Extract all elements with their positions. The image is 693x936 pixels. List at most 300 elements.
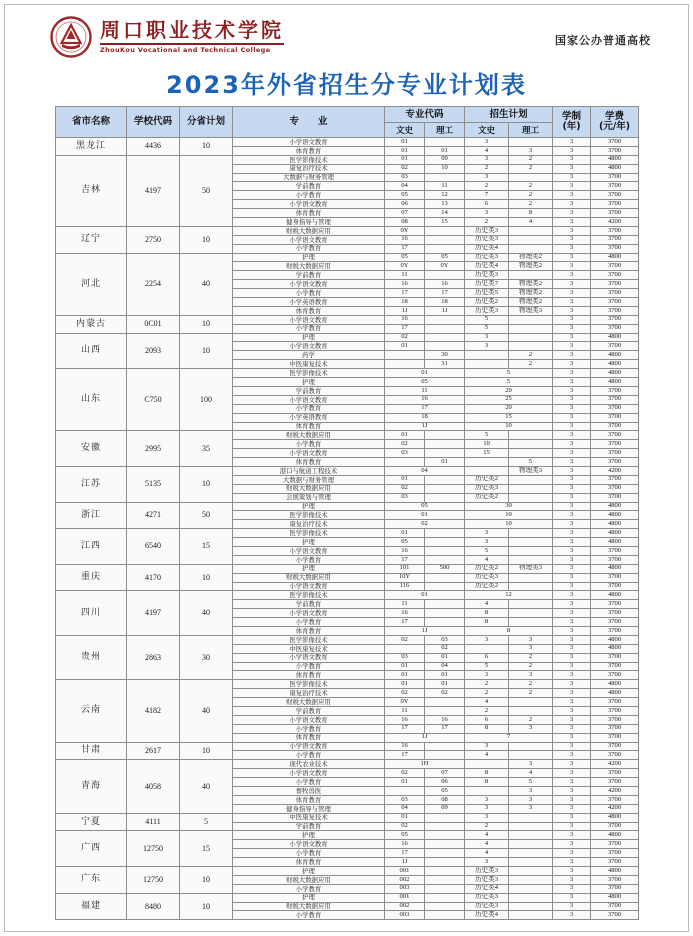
province-cell: 辽宁 [56, 226, 127, 253]
header-years [553, 107, 591, 138]
plan-wenshi-cell: 3 [465, 813, 509, 822]
major-code-wenshi-cell: 01 [385, 813, 425, 822]
school-code-cell: 4182 [127, 680, 180, 742]
school-code-cell: 4271 [127, 502, 180, 529]
years-cell: 3 [553, 306, 591, 315]
major-code-merged-cell: 1J [385, 626, 465, 635]
plan-wenshi-cell: 4 [465, 840, 509, 849]
plan-merged-cell: 5 [465, 378, 553, 387]
plan-ligong-cell [509, 315, 553, 324]
plan-wenshi-cell: 历史类4 [465, 262, 509, 271]
major-cell: 体育教育 [233, 209, 385, 218]
major-code-ligong-cell: 07 [425, 769, 465, 778]
plan-wenshi-cell: 3 [465, 209, 509, 218]
province-plan-cell: 100 [180, 369, 233, 431]
major-code-wenshi-cell: 01 [385, 680, 425, 689]
province-cell: 宁夏 [56, 813, 127, 831]
major-code-ligong-cell: 16 [425, 715, 465, 724]
major-code-merged-cell: 05 [385, 502, 465, 511]
province-cell: 四川 [56, 591, 127, 635]
major-code-ligong-cell [425, 618, 465, 627]
major-cell: 财税大数据应用 [233, 484, 385, 493]
plan-wenshi-cell: 10 [465, 440, 509, 449]
major-cell: 小学教育 [233, 404, 385, 413]
major-code-wenshi-cell: 01 [385, 671, 425, 680]
table-row [56, 138, 639, 147]
major-code-merged-cell: 01 [385, 591, 465, 600]
major-code-wenshi-cell [385, 458, 425, 467]
plan-wenshi-cell: 历史类3 [465, 893, 509, 902]
major-code-wenshi-cell: 01 [385, 778, 425, 787]
major-cell: 小学语文教育 [233, 609, 385, 618]
major-cell: 体育教育 [233, 795, 385, 804]
province-plan-cell: 10 [180, 138, 233, 156]
major-cell: 护理 [233, 831, 385, 840]
major-cell: 小学英语教育 [233, 413, 385, 422]
plan-wenshi-cell: 历史类3 [465, 226, 509, 235]
plan-wenshi-cell: 历史类3 [465, 573, 509, 582]
plan-wenshi-cell: 3 [465, 804, 509, 813]
major-code-merged-cell: 04 [385, 466, 465, 475]
major-cell: 护理 [233, 867, 385, 876]
major-code-wenshi-cell: 03 [385, 493, 425, 502]
plan-merged-cell: 8 [465, 626, 553, 635]
plan-ligong-cell [509, 235, 553, 244]
years-cell: 3 [553, 733, 591, 742]
major-cell: 学前教育 [233, 707, 385, 716]
college-name-en: ZhouKou Vocational and Technical College [100, 43, 284, 54]
plan-ligong-cell [509, 324, 553, 333]
plan-ligong-cell [509, 884, 553, 893]
school-code-cell: 2995 [127, 431, 180, 467]
major-code-ligong-cell [425, 173, 465, 182]
plan-ligong-cell [509, 875, 553, 884]
years-cell: 3 [553, 858, 591, 867]
years-cell: 3 [553, 173, 591, 182]
fee-cell: 3700 [591, 546, 639, 555]
plan-wenshi-cell: 2 [465, 218, 509, 227]
fee-cell: 3700 [591, 484, 639, 493]
province-cell: 山东 [56, 369, 127, 431]
major-code-wenshi-cell: 1J [385, 306, 425, 315]
major-code-ligong-cell: 10 [425, 164, 465, 173]
fee-cell: 3700 [591, 875, 639, 884]
plan-ligong-cell [509, 555, 553, 564]
major-code-ligong-cell: 15 [425, 218, 465, 227]
major-code-wenshi-cell: 002 [385, 902, 425, 911]
table-row [56, 155, 639, 164]
years-cell: 3 [553, 484, 591, 493]
major-code-ligong-cell: 02 [425, 689, 465, 698]
years-cell: 3 [553, 511, 591, 520]
major-cell: 小学语文教育 [233, 769, 385, 778]
province-plan-cell: 10 [180, 466, 233, 502]
header-major-code: 专业代码 [385, 107, 465, 123]
plan-wenshi-cell: 2 [465, 182, 509, 191]
major-cell: 体育教育 [233, 458, 385, 467]
plan-wenshi-cell: 历史类5 [465, 289, 509, 298]
major-cell: 康复治疗技术 [233, 520, 385, 529]
major-cell: 小学教育 [233, 324, 385, 333]
major-cell: 小学教育 [233, 724, 385, 733]
plan-wenshi-cell: 4 [465, 555, 509, 564]
plan-wenshi-cell: 8 [465, 769, 509, 778]
plan-ligong-cell [509, 742, 553, 751]
years-cell: 3 [553, 493, 591, 502]
major-cell: 康复治疗技术 [233, 164, 385, 173]
province-cell: 黑龙江 [56, 138, 127, 156]
years-cell: 3 [553, 840, 591, 849]
major-cell: 医学影像技术 [233, 155, 385, 164]
major-code-ligong-cell: 17 [425, 289, 465, 298]
fee-cell: 4800 [591, 867, 639, 876]
fee-cell: 3700 [591, 698, 639, 707]
major-code-ligong-cell [425, 546, 465, 555]
header-fee [591, 107, 639, 138]
school-code-cell: 0C01 [127, 315, 180, 333]
header-fee-line1: 学费 [605, 111, 625, 123]
major-code-ligong-cell [425, 893, 465, 902]
plan-wenshi-cell: 4 [465, 600, 509, 609]
plan-ligong-cell: 3 [509, 795, 553, 804]
plan-ligong-cell [509, 138, 553, 147]
plan-ligong-cell: 3 [509, 787, 553, 796]
major-code-wenshi-cell: 01 [385, 342, 425, 351]
major-cell: 现代农业技术 [233, 760, 385, 769]
major-code-wenshi-cell: 1J [385, 858, 425, 867]
plan-merged-cell: 25 [465, 395, 553, 404]
years-cell: 3 [553, 546, 591, 555]
province-plan-cell: 40 [180, 760, 233, 813]
major-cell: 小学教育 [233, 849, 385, 858]
header-code-ligong: 理工 [425, 123, 465, 138]
years-cell: 3 [553, 386, 591, 395]
major-cell: 小学教育 [233, 911, 385, 920]
plan-ligong-cell: 3 [509, 804, 553, 813]
years-cell: 3 [553, 298, 591, 307]
major-code-ligong-cell [425, 244, 465, 253]
major-code-ligong-cell: 02 [425, 644, 465, 653]
plan-merged-cell: 10 [465, 422, 553, 431]
fee-cell: 3700 [591, 911, 639, 920]
years-cell: 3 [553, 538, 591, 547]
major-code-ligong-cell [425, 529, 465, 538]
province-plan-cell: 10 [180, 226, 233, 253]
province-plan-cell: 35 [180, 431, 233, 467]
province-cell: 广东 [56, 867, 127, 894]
plan-ligong-cell [509, 173, 553, 182]
major-code-ligong-cell: 06 [425, 778, 465, 787]
school-code-cell: 8480 [127, 893, 180, 920]
plan-ligong-cell [509, 573, 553, 582]
province-cell: 安徽 [56, 431, 127, 467]
plan-ligong-cell [509, 707, 553, 716]
major-cell: 体育教育 [233, 671, 385, 680]
major-code-ligong-cell [425, 493, 465, 502]
fee-cell: 3700 [591, 822, 639, 831]
major-code-wenshi-cell: 01 [385, 662, 425, 671]
fee-cell: 3700 [591, 324, 639, 333]
major-cell: 护理 [233, 564, 385, 573]
college-brand [50, 16, 284, 58]
fee-cell: 4800 [591, 529, 639, 538]
table-row [56, 529, 639, 538]
plan-wenshi-cell: 历史类3 [465, 875, 509, 884]
major-code-ligong-cell: 11 [425, 182, 465, 191]
plan-merged-cell: 20 [465, 386, 553, 395]
plan-ligong-cell [509, 529, 553, 538]
years-cell: 3 [553, 360, 591, 369]
major-code-wenshi-cell: 01 [385, 146, 425, 155]
years-cell: 3 [553, 831, 591, 840]
fee-cell: 3700 [591, 422, 639, 431]
fee-cell: 3700 [591, 289, 639, 298]
plan-wenshi-cell: 3 [465, 742, 509, 751]
years-cell: 3 [553, 724, 591, 733]
fee-cell: 4800 [591, 644, 639, 653]
table-row [56, 867, 639, 876]
major-code-wenshi-cell: 01 [385, 431, 425, 440]
plan-wenshi-cell [465, 351, 509, 360]
plan-ligong-cell [509, 440, 553, 449]
header-province: 省市名称 [56, 107, 127, 138]
plan-ligong-cell [509, 893, 553, 902]
years-cell: 3 [553, 458, 591, 467]
major-code-ligong-cell [425, 138, 465, 147]
fee-cell: 3700 [591, 298, 639, 307]
major-code-wenshi-cell: 0Y [385, 226, 425, 235]
major-cell: 护理 [233, 538, 385, 547]
years-cell: 3 [553, 787, 591, 796]
years-cell: 3 [553, 813, 591, 822]
major-cell: 财税大数据应用 [233, 431, 385, 440]
plan-ligong-cell: 2 [509, 715, 553, 724]
fee-cell: 3700 [591, 582, 639, 591]
fee-cell: 3700 [591, 600, 639, 609]
fee-cell: 3700 [591, 182, 639, 191]
major-code-ligong-cell [425, 484, 465, 493]
years-cell: 3 [553, 911, 591, 920]
fee-cell: 3700 [591, 609, 639, 618]
plan-ligong-cell: 物理类2 [509, 289, 553, 298]
major-code-wenshi-cell: 0Y [385, 262, 425, 271]
years-cell: 3 [553, 520, 591, 529]
years-cell: 3 [553, 769, 591, 778]
fee-cell: 3700 [591, 849, 639, 858]
province-plan-cell: 50 [180, 155, 233, 226]
fee-cell: 3700 [591, 315, 639, 324]
years-cell: 3 [553, 404, 591, 413]
province-plan-cell: 30 [180, 635, 233, 679]
major-cell: 财税大数据应用 [233, 573, 385, 582]
plan-ligong-cell: 8 [509, 209, 553, 218]
major-code-wenshi-cell: 07 [385, 209, 425, 218]
major-cell: 财税大数据应用 [233, 262, 385, 271]
major-code-ligong-cell: 08 [425, 795, 465, 804]
province-plan-cell: 5 [180, 813, 233, 831]
fee-cell: 3700 [591, 413, 639, 422]
fee-cell: 3700 [591, 209, 639, 218]
table-row [56, 369, 639, 378]
plan-ligong-cell: 物理类3 [509, 466, 553, 475]
plan-ligong-cell: 物理类3 [509, 306, 553, 315]
major-code-ligong-cell: 13 [425, 200, 465, 209]
admission-plan-table-wrap [55, 106, 638, 920]
province-plan-cell: 15 [180, 831, 233, 867]
fee-cell: 4800 [591, 502, 639, 511]
major-code-merged-cell: 18 [385, 413, 465, 422]
years-cell: 3 [553, 502, 591, 511]
plan-wenshi-cell: 4 [465, 831, 509, 840]
major-code-ligong-cell [425, 475, 465, 484]
major-cell: 小学语文教育 [233, 546, 385, 555]
years-cell: 3 [553, 600, 591, 609]
plan-ligong-cell: 2 [509, 155, 553, 164]
years-cell: 3 [553, 280, 591, 289]
province-plan-cell: 10 [180, 315, 233, 333]
major-code-wenshi-cell: 08 [385, 218, 425, 227]
plan-ligong-cell [509, 849, 553, 858]
major-cell: 体育教育 [233, 146, 385, 155]
fee-cell: 3700 [591, 262, 639, 271]
plan-wenshi-cell: 6 [465, 715, 509, 724]
plan-wenshi-cell: 历史类3 [465, 306, 509, 315]
years-cell: 3 [553, 564, 591, 573]
header-fee-line2: (元/年) [598, 121, 631, 132]
plan-ligong-cell: 4 [509, 769, 553, 778]
plan-ligong-cell: 3 [509, 760, 553, 769]
plan-wenshi-cell [465, 760, 509, 769]
plan-table-body [56, 138, 639, 920]
major-cell: 体育教育 [233, 626, 385, 635]
plan-wenshi-cell: 2 [465, 707, 509, 716]
province-plan-cell: 15 [180, 529, 233, 565]
fee-cell: 4200 [591, 466, 639, 475]
plan-ligong-cell: 2 [509, 680, 553, 689]
fee-cell: 4800 [591, 635, 639, 644]
years-cell: 3 [553, 760, 591, 769]
fee-cell: 3700 [591, 742, 639, 751]
plan-wenshi-cell: 历史类4 [465, 884, 509, 893]
fee-cell: 4800 [591, 351, 639, 360]
major-code-wenshi-cell: 17 [385, 724, 425, 733]
province-cell: 内蒙古 [56, 315, 127, 333]
table-row [56, 564, 639, 573]
province-cell: 福建 [56, 893, 127, 920]
fee-cell: 4800 [591, 520, 639, 529]
major-cell: 小学语文教育 [233, 138, 385, 147]
plan-wenshi-cell: 历史类2 [465, 582, 509, 591]
major-code-ligong-cell [425, 867, 465, 876]
major-code-ligong-cell: 17 [425, 724, 465, 733]
table-row [56, 635, 639, 644]
years-cell: 3 [553, 609, 591, 618]
plan-wenshi-cell: 历史类3 [465, 253, 509, 262]
major-code-ligong-cell [425, 315, 465, 324]
major-code-wenshi-cell: 02 [385, 769, 425, 778]
major-code-ligong-cell [425, 751, 465, 760]
plan-ligong-cell: 3 [509, 671, 553, 680]
fee-cell: 4800 [591, 333, 639, 342]
major-code-ligong-cell [425, 911, 465, 920]
major-code-merged-cell: 02 [385, 520, 465, 529]
major-cell: 财税大数据应用 [233, 698, 385, 707]
major-code-ligong-cell [425, 333, 465, 342]
years-cell: 3 [553, 707, 591, 716]
plan-ligong-cell [509, 902, 553, 911]
fee-cell: 3700 [591, 146, 639, 155]
major-code-merged-cell: 01 [385, 369, 465, 378]
major-cell: 小学语文教育 [233, 742, 385, 751]
fee-cell: 4800 [591, 680, 639, 689]
fee-cell: 4200 [591, 787, 639, 796]
major-code-wenshi-cell: 17 [385, 618, 425, 627]
plan-wenshi-cell: 2 [465, 822, 509, 831]
province-cell: 浙江 [56, 502, 127, 529]
major-code-merged-cell: 1J [385, 422, 465, 431]
major-code-merged-cell: 01 [385, 511, 465, 520]
province-cell: 甘肃 [56, 742, 127, 760]
fee-cell: 4800 [591, 378, 639, 387]
years-cell: 3 [553, 875, 591, 884]
major-code-ligong-cell [425, 831, 465, 840]
major-cell: 医学影像技术 [233, 591, 385, 600]
major-code-wenshi-cell: 02 [385, 689, 425, 698]
major-code-ligong-cell [425, 431, 465, 440]
major-code-ligong-cell: 05 [425, 253, 465, 262]
plan-wenshi-cell: 4 [465, 146, 509, 155]
major-cell: 康复治疗技术 [233, 689, 385, 698]
fee-cell: 3700 [591, 342, 639, 351]
years-cell: 3 [553, 378, 591, 387]
years-cell: 3 [553, 164, 591, 173]
header-years-line1: 学制 [562, 111, 582, 123]
school-code-cell: 4170 [127, 564, 180, 591]
years-cell: 3 [553, 662, 591, 671]
major-code-ligong-cell: 01 [425, 458, 465, 467]
major-code-ligong-cell [425, 707, 465, 716]
fee-cell: 3700 [591, 858, 639, 867]
plan-ligong-cell: 2 [509, 182, 553, 191]
major-code-wenshi-cell: 02 [385, 333, 425, 342]
major-code-wenshi-cell: 17 [385, 751, 425, 760]
major-code-wenshi-cell [385, 787, 425, 796]
header-plan-wenshi: 文史 [465, 123, 509, 138]
fee-cell: 4800 [591, 538, 639, 547]
major-cell: 小学语文教育 [233, 315, 385, 324]
plan-merged-cell: 20 [465, 404, 553, 413]
years-cell: 3 [553, 893, 591, 902]
major-code-ligong-cell [425, 226, 465, 235]
major-code-wenshi-cell: 17 [385, 289, 425, 298]
years-cell: 3 [553, 680, 591, 689]
plan-wenshi-cell: 历史类3 [465, 902, 509, 911]
plan-wenshi-cell: 3 [465, 138, 509, 147]
years-cell: 3 [553, 155, 591, 164]
plan-wenshi-cell: 8 [465, 778, 509, 787]
fee-cell: 4800 [591, 155, 639, 164]
years-cell: 3 [553, 689, 591, 698]
major-code-wenshi-cell: 10Y [385, 573, 425, 582]
header-province-plan: 分省计划 [180, 107, 233, 138]
major-code-ligong-cell [425, 342, 465, 351]
plan-ligong-cell: 2 [509, 191, 553, 200]
fee-cell: 3700 [591, 493, 639, 502]
province-plan-cell: 10 [180, 742, 233, 760]
table-row [56, 431, 639, 440]
major-code-ligong-cell: 09 [425, 155, 465, 164]
plan-wenshi-cell: 5 [465, 546, 509, 555]
